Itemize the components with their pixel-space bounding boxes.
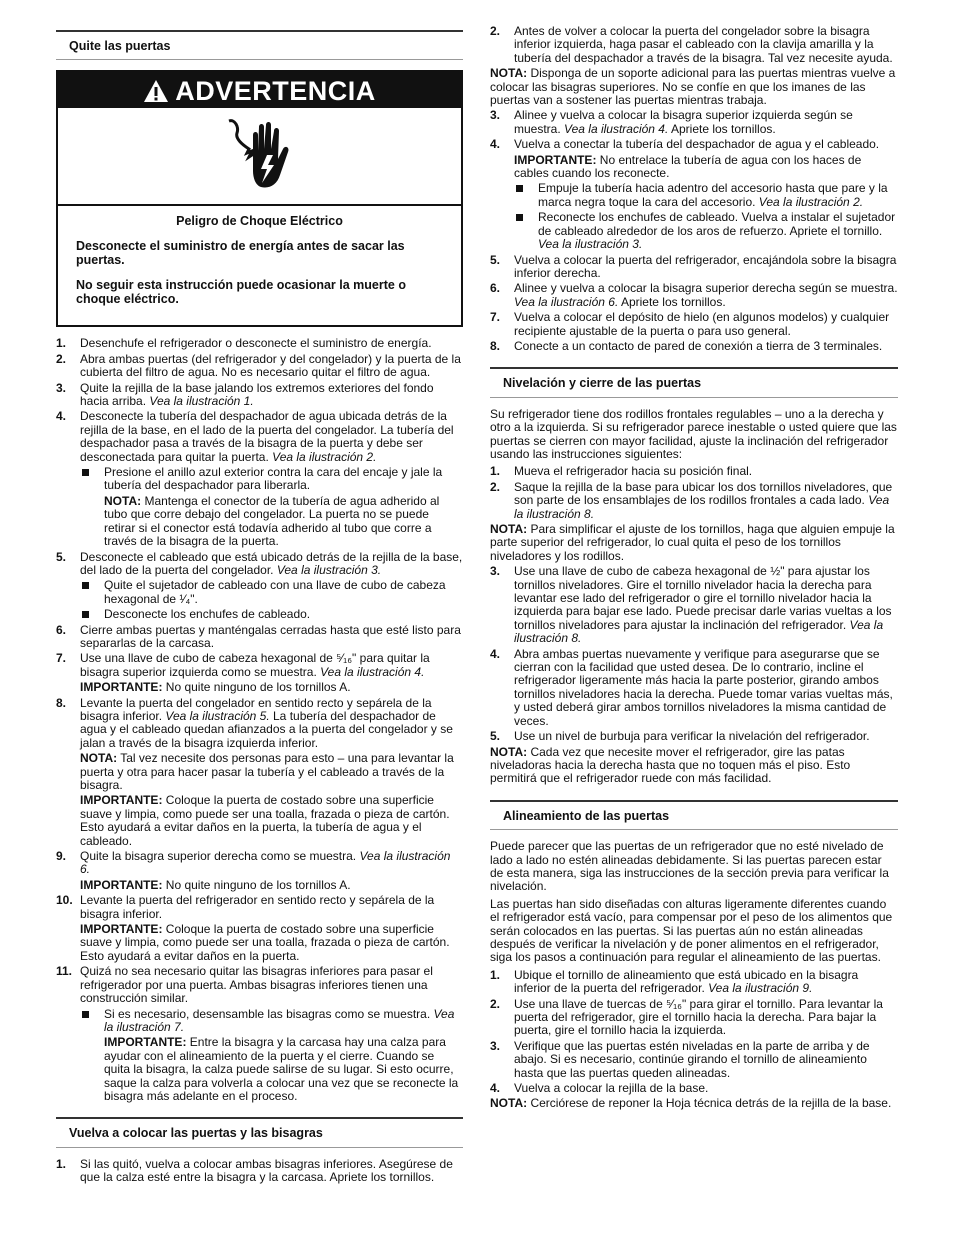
divider bbox=[56, 1147, 463, 1148]
paragraph: Puede parecer que las puertas de un refrigerador que no esté nivelado de lado a lado no estén alineadas debidamente. Si las puertas parecen estar de esta manera, siga las instrucciones de la sección previa para verificar la nivelación. bbox=[490, 839, 889, 894]
list-item: 3. Alinee y vuelva a colocar la bisagra superior izquierda según se muestra. Vea la ilustración 4. Apriete los tornillos. bbox=[490, 108, 853, 136]
note: NOTA: Tal vez necesite dos personas para esto – una para levantar la puerta y otra para hacer pasar la tubería y el cableado a través de la bisagra. bbox=[80, 751, 454, 792]
left-column bbox=[56, 30, 463, 1187]
bullet-item: Empuje la tubería hacia adentro del accesorio hasta que pare y la marca negra toque la cara del accesorio. Vea la ilustración 2. bbox=[514, 182, 898, 209]
list-item: 4. Abra ambas puertas nuevamente y verifique para asegurarse que se cierran con la facilidad que usted desea. De lo contrario, incline el refrigerador ligeramente más hacia la parte posterior, girando ambos tornillos niveladores hacia la derecha. Puede tomar varias vueltas más, y usted deberá girar ambos tornillos niveladores la misma cantidad de veces. bbox=[490, 646, 893, 728]
bullet-item: Quite el sujetador de cableado con una llave de cubo de cabeza hexagonal de ¹⁄₄". bbox=[80, 579, 463, 606]
list-item: 8. Conecte a un contacto de pared de conexión a tierra de 3 terminales. bbox=[490, 338, 883, 353]
right-column bbox=[490, 25, 898, 1113]
list-item: 5. Desconecte el cableado que está ubicado detrás de la rejilla de la base, del lado de la puerta del congelador. Vea la ilustración 3. Quite el sujetador de cableado con una llave de cubo de cabeza hexagonal de ¹⁄₄". Desconecte los enchufes de cableado. bbox=[56, 549, 463, 622]
warning-body bbox=[58, 206, 461, 325]
warning-line-2: No seguir esta instrucción puede ocasionar la muerte o choque eléctrico. bbox=[76, 278, 406, 307]
bullet-item: Desconecte los enchufes de cableado. bbox=[80, 608, 463, 621]
divider bbox=[490, 397, 898, 398]
list-item: 3. Quite la rejilla de la base jalando los extremos exteriores del fondo hacia arriba. Vea la ilustración 1. bbox=[56, 380, 434, 409]
note: NOTA: Cerciórese de reponer la Hoja técnica detrás de la rejilla de la base. bbox=[490, 1096, 892, 1111]
list-item: 7. Vuelva a colocar el depósito de hielo (en algunos modelos) y cualquier recipiente ajustable de la puerta o para uso general. bbox=[490, 310, 890, 338]
list-item: 1. Si las quitó, vuelva a colocar ambas bisagras inferiores. Asegúrese de que la calza esté entre la bisagra y la carcasa. Apriete los tornillos. bbox=[56, 1156, 453, 1185]
warning-triangle-icon bbox=[143, 75, 169, 113]
list-item: 10. Levante la puerta del refrigerador en sentido recto y sepárela de la bisagra inferior. IMPORTANTE: Coloque la puerta de costado sobre una superficie suave y limpia, como puede ser una toalla, frazada o pieza de cartón. Esto ayudará a evitar daños en la puerta. bbox=[56, 894, 463, 963]
square-bullet-icon bbox=[82, 582, 89, 589]
note: IMPORTANTE: No entrelace la tubería de agua con los haces de cables cuando los reconecte. bbox=[514, 152, 862, 181]
list-item: 8. Levante la puerta del congelador en sentido recto y sepárela de la bisagra inferior. Vea la ilustración 5. La tubería del despachador de agua y el cableado quedan afianzados a la puerta del congelador y se jalan a través de la bisagra izquierda inferior. NOTA: Tal vez necesite dos personas para esto – una para levantar la puerta y otra para hacer pasar la tubería y el cableado a través de la bisagra. IMPORTANTE: Coloque la puerta de costado sobre una superficie suave y limpia, como puede ser una toalla, frazada o pieza de cartón. Esto ayudará a evitar daños en la puerta, la tubería de agua y el cableado. bbox=[56, 697, 463, 848]
section-title: Vuelva a colocar las puertas y las bisagras bbox=[56, 1117, 463, 1140]
section-title: Nivelación y cierre de las puertas bbox=[490, 367, 898, 390]
list-item: 2. Antes de volver a colocar la puerta del congelador sobre la bisagra inferior izquierda, haga pasar el cableado con la clavija amarilla y la tubería del despachador a través de la bisagra. Tal vez necesite ayuda. bbox=[490, 24, 893, 65]
warning-box bbox=[56, 70, 463, 327]
list-item: 5. Vuelva a colocar la puerta del refrigerador, encajándola sobre la bisagra inferior derecha. bbox=[490, 252, 897, 280]
list-item: 2. Abra ambas puertas (del refrigerador y del congelador) y la puerta de la cubierta del filtro de agua. No es necesario quitar el filtro de agua. bbox=[56, 351, 461, 380]
list-item: 5. Use un nivel de burbuja para verificar la nivelación del refrigerador. bbox=[490, 729, 870, 744]
note: IMPORTANTE: Coloque la puerta de costado sobre una superficie suave y limpia, como puede ser una toalla, frazada o pieza de cartón. Esto ayudará a evitar daños en la puerta. bbox=[80, 922, 450, 963]
square-bullet-icon bbox=[516, 185, 523, 192]
divider bbox=[56, 59, 463, 60]
warning-line-1: Desconecte el suministro de energía antes de sacar las puertas. bbox=[76, 239, 405, 268]
square-bullet-icon bbox=[82, 611, 89, 618]
list-item: 4. Vuelva a conectar la tubería del despachador de agua y el cableado. IMPORTANTE: No entrelace la tubería de agua con los haces de cables cuando los reconecte. Empuje la tubería hacia adentro del accesorio hasta que pare y la marca negra toque la cara del accesorio. Vea la ilustración 2. Reconecte los enchufes de cableado. Vuelva a instalar el sujetador de cableado alrededor de los aros de refuerzo. Apriete el tornillo. Vea la ilustración 3. bbox=[490, 138, 898, 251]
list-item: 1. Desenchufe el refrigerador o desconecte el suministro de energía. bbox=[56, 336, 432, 351]
list-item: 4. Desconecte la tubería del despachador de agua ubicada detrás de la rejilla de la base, en el lado de la puerta del congelador. La tubería del despachador pasa a través de la bisagra de la puerta y debe ser desconectada para quitar la puerta. Vea la ilustración 2. Presione el anillo azul exterior contra la cara del encaje y jale la tubería del despachador para liberarla. NOTA: Mantenga el conector de la tubería de agua adherido al tubo que corre debajo del congelador. La puerta no se puede retirar si el conector está todavía adherido al tubo que corre a través de la bisagra de la puerta. bbox=[56, 410, 463, 548]
section-title: Alineamiento de las puertas bbox=[490, 800, 898, 823]
note: NOTA: Para simplificar el ajuste de los tornillos, haga que alguien empuje la parte superior del refrigerador, lo cual quita el peso de los tornillos niveladores y los rodillos. bbox=[490, 522, 895, 563]
square-bullet-icon bbox=[82, 469, 89, 476]
bullet-item: Presione el anillo azul exterior contra la cara del encaje y jale la tubería del despachador para liberarla. NOTA: Mantenga el conector de la tubería de agua adherido al tubo que corre debajo del congelador. La puerta no se puede retirar si el conector está todavía adherido al tubo que corre a través de la bisagra de la puerta. bbox=[80, 466, 463, 548]
list-item: 2. Saque la rejilla de la base para ubicar los dos tornillos niveladores, que son parte de los ensamblajes de los rodillos frontales a cada lado. Vea la ilustración 8. bbox=[490, 479, 893, 521]
list-item: 6. Alinee y vuelva a colocar la bisagra superior derecha según se muestra. Vea la ilustración 6. Apriete los tornillos. bbox=[490, 281, 898, 309]
warning-title: Peligro de Choque Eléctrico bbox=[176, 214, 343, 229]
bullet-item: Si es necesario, desensamble las bisagras como se muestra. Vea la ilustración 7. IMPORTANTE: Entre la bisagra y la carcasa hay una calza para ayudar con el alineamiento de la puerta y el cierre. Cuando se quita la bisagra, la calza puede salirse de su lugar. Si esto ocurre, saque la calza para volverla a colocar una vez que se reconecte la bisagra más adelante en el proceso. bbox=[80, 1008, 463, 1104]
list-item: 1. Mueva el refrigerador hacia su posición final. bbox=[490, 464, 753, 479]
note: IMPORTANTE: No quite ninguno de los tornillos A. bbox=[80, 877, 351, 892]
note: IMPORTANTE: Entre la bisagra y la carcasa hay una calza para ayudar con el alineamiento de la puerta y el cierre. Cuando se quita la bisagra, la calza puede salirse de su lugar. Si esto ocurre, saque la calza para volverla a colocar una vez que se reconecte la bisagra más adelante en el proceso. bbox=[104, 1035, 459, 1103]
list-item: 11. Quizá no sea necesario quitar las bisagras inferiores para pasar el refrigerador por una puerta. Ambas bisagras inferiores tienen una construcción similar. Si es necesario, desensamble las bisagras como se muestra. Vea la ilustración 7. IMPORTANTE: Entre la bisagra y la carcasa hay una calza para ayudar con el alineamiento de la puerta y el cierre. Cuando se quita la bisagra, la calza puede salirse de su lugar. Si esto ocurre, saque la calza para volverla a colocar una vez que se reconecte la bisagra más adelante en el proceso. bbox=[56, 965, 463, 1103]
list-item: 3. Use una llave de cubo de cabeza hexagonal de ½" para ajustar los tornillos niveladores. Gire el tornillo nivelador hacia la derecha para levantar ese lado del refrigerador o gire el tornillo nivelador hacia la izquierda para bajar ese lado. Puede precisar darle varias vueltas a los tornillos niveladores para ajustar la inclinación del refrigerador. Vea la ilustración 8. bbox=[490, 564, 892, 646]
square-bullet-icon bbox=[82, 1011, 89, 1018]
list-item: 6. Cierre ambas puertas y manténgalas cerradas hasta que esté listo para separarlas de la carcasa. bbox=[56, 622, 461, 650]
list-item: 9. Quite la bisagra superior derecha como se muestra. Vea la ilustración 6. IMPORTANTE: No quite ninguno de los tornillos A. bbox=[56, 850, 463, 892]
list-item: 3. Verifique que las puertas estén niveladas en la parte de arriba y de abajo. Si es necesario, continúe girando el tornillo de alineamiento hasta que las puertas queden alineadas. bbox=[490, 1038, 870, 1080]
square-bullet-icon bbox=[516, 214, 523, 221]
note: IMPORTANTE: Coloque la puerta de costado sobre una superficie suave y limpia, como puede ser una toalla, frazada o pieza de cartón. Esto ayudará a evitar daños en la puerta, la tubería de agua y el cableado. bbox=[80, 793, 450, 848]
list-item: 7. Use una llave de cubo de cabeza hexagonal de ⁵⁄₁₆" para quitar la bisagra superior izquierda como se muestra. Vea la ilustración 4. IMPORTANTE: No quite ninguno de los tornillos A. bbox=[56, 652, 463, 694]
note: IMPORTANTE: No quite ninguno de los tornillos A. bbox=[80, 680, 351, 695]
electric-shock-hand-icon bbox=[225, 115, 295, 198]
warning-header: ADVERTENCIA bbox=[58, 72, 461, 108]
divider bbox=[490, 829, 898, 830]
bullet-item: Reconecte los enchufes de cableado. Vuelva a instalar el sujetador de cableado alrededor de los aros de refuerzo. Apriete el tornillo. Vea la ilustración 3. bbox=[514, 211, 898, 251]
list-item: 1. Ubique el tornillo de alineamiento que está ubicado en la bisagra inferior de la puerta del refrigerador. Vea la ilustración 9. bbox=[490, 967, 859, 996]
removal-steps bbox=[56, 337, 463, 1103]
list-item: 4. Vuelva a colocar la rejilla de la base. bbox=[490, 1081, 709, 1096]
note: NOTA: Disponga de un soporte adicional para las puertas mientras vuelve a colocar las bisagras superiores. No se confíe en que los imanes de las puertas van a sostener las puertas mientras trabaja. bbox=[490, 66, 896, 108]
list-item: 2. Use una llave de tuercas de ⁵⁄₁₆" para girar el tornillo. Para levantar la puerta del refrigerador, gire el tornillo hacia la derecha. Para bajar la puerta, gire el tornillo hacia la izquierda. bbox=[490, 996, 883, 1038]
warning-pictogram bbox=[58, 108, 461, 206]
note: NOTA: Cada vez que necesite mover el refrigerador, gire las patas niveladoras hacia la derecha hasta que no toquen más el piso. Esto permitirá que el refrigerador ruede con más facilidad. bbox=[490, 744, 851, 786]
paragraph: Las puertas han sido diseñadas con alturas ligeramente diferentes cuando el refrigerador está vacío, para compensar por el peso de los alimentos que serán colocados en las puertas. Si las puertas aún no están alineadas después de verificar la nivelación y de poner alimentos en el refrigerador, siga los pasos a continuación para regular el alineamiento de las puertas. bbox=[490, 896, 893, 965]
paragraph: Su refrigerador tiene dos rodillos frontales regulables – uno a la derecha y otro a la izquierda. Si su refrigerador parece inestable o usted quiere que las puertas se cierren con mayor facilidad, ajuste la inclinación del refrigerador usando las instrucciones siguientes: bbox=[490, 406, 897, 461]
note: NOTA: Mantenga el conector de la tubería de agua adherido al tubo que corre debajo del congelador. La puerta no se puede retirar si el conector está todavía adherido al tubo que corre a través de la bisagra de la puerta. bbox=[104, 493, 440, 549]
section-title: Quite las puertas bbox=[56, 30, 463, 53]
